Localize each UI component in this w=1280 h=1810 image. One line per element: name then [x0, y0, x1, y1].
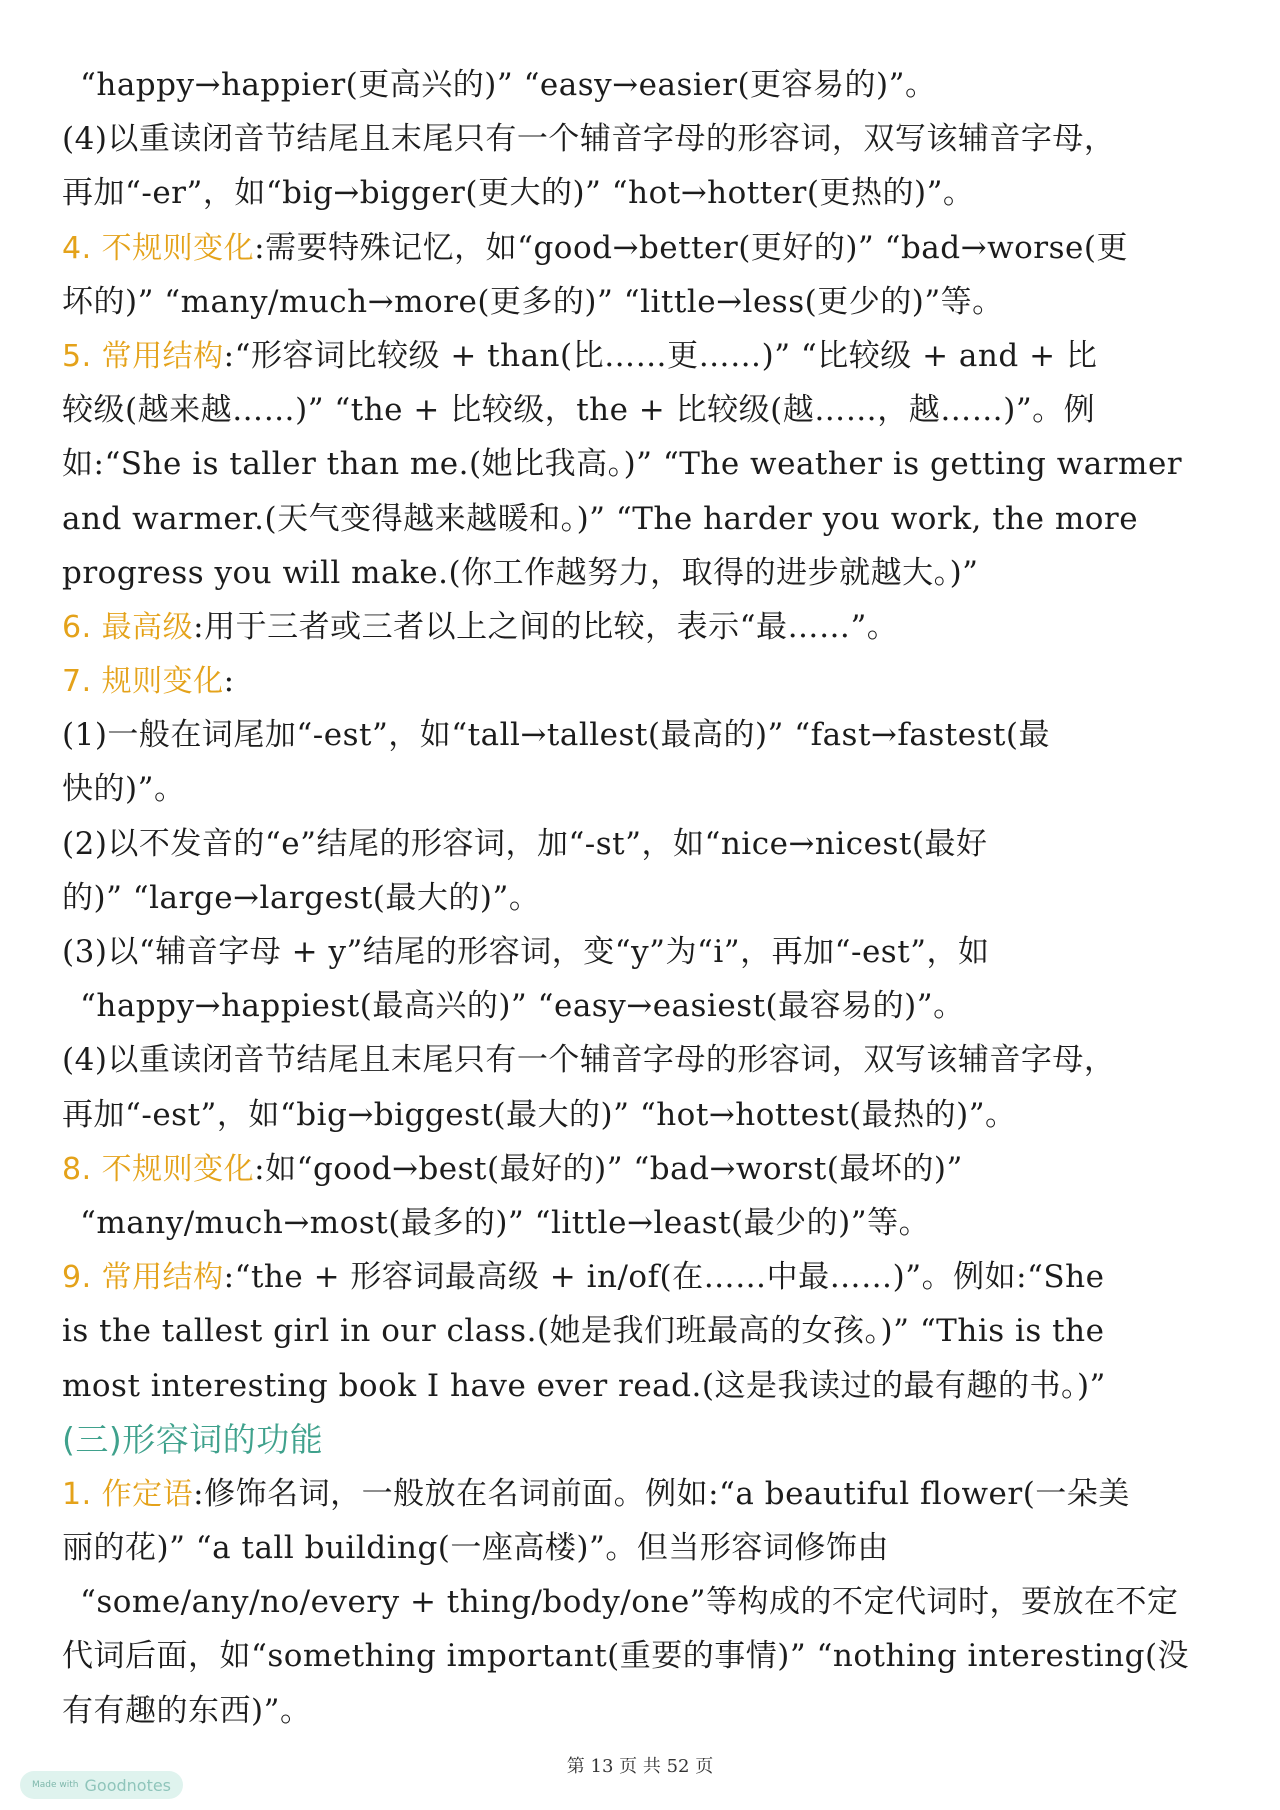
line-text: :“the + 形容词最高级 + in/of(在……中最……)”。例如:“She	[223, 1259, 1105, 1296]
text-line	[62, 1684, 1230, 1738]
text-line	[62, 383, 1230, 437]
text-line	[62, 600, 1230, 654]
text-line	[62, 112, 1230, 166]
line-text: “happy→happier(更高兴的)” “easy→easier(更容易的)”。	[80, 67, 937, 103]
text-line	[62, 492, 1230, 546]
line-text: (4)以重读闭音节结尾且末尾只有一个辅音字母的形容词，双写该辅音字母，	[62, 1042, 1116, 1079]
line-text: 代词后面，如“something important(重要的事情)” “nothing interesting(没	[62, 1638, 1190, 1675]
text-line	[62, 546, 1230, 600]
section-heading: (三)形容词的功能	[62, 1419, 324, 1459]
line-text: and warmer.(天气变得越来越暖和。)” “The harder you work, the more	[62, 500, 1139, 537]
numbered-label: 8. 不规则变化	[62, 1151, 255, 1187]
text-line	[62, 979, 1230, 1033]
text-line	[62, 58, 1230, 112]
line-text: 再加“-er”，如“big→bigger(更大的)” “hot→hotter(更热的)”。	[62, 175, 975, 212]
line-text: 快的)”。	[62, 771, 186, 808]
text-line	[62, 275, 1230, 329]
numbered-label: 6. 最高级	[62, 609, 194, 645]
document-body	[62, 58, 1230, 1738]
text-line	[62, 1521, 1230, 1575]
line-text: :需要特殊记忆，如“good→better(更好的)” “bad→worse(更	[254, 229, 1128, 266]
badge-brand: Goodnotes	[84, 1775, 172, 1795]
line-text: :用于三者或三者以上之间的比较，表示“最……”。	[193, 608, 899, 645]
text-line	[62, 221, 1230, 275]
line-text: 有有趣的东西)”。	[62, 1692, 312, 1729]
line-text: “many/much→most(最多的)” “little→least(最少的)”等。	[80, 1204, 931, 1241]
line-text: most interesting book I have ever read.(这是我读过的最有趣的书。)”	[62, 1367, 1106, 1404]
text-line	[62, 437, 1230, 491]
line-text: progress you will make.(你工作越努力，取得的进步就越大。)”	[62, 554, 979, 591]
goodnotes-badge	[20, 1771, 183, 1799]
text-line	[62, 1304, 1230, 1358]
text-line	[62, 1033, 1230, 1087]
line-text: 再加“-est”，如“big→biggest(最大的)” “hot→hottest(最热的)”。	[62, 1096, 1017, 1133]
text-line	[62, 1088, 1230, 1142]
text-line	[62, 817, 1230, 871]
text-line	[62, 1250, 1230, 1304]
line-text: (1)一般在词尾加“-est”，如“tall→tallest(最高的)” “fast→fastest(最	[62, 717, 1051, 754]
text-line	[62, 925, 1230, 979]
line-text: :如“good→best(最好的)” “bad→worst(最坏的)”	[254, 1150, 963, 1187]
text-line	[62, 871, 1230, 925]
numbered-label: 4. 不规则变化	[62, 230, 255, 266]
line-text: “happy→happiest(最高兴的)” “easy→easiest(最容易的)”。	[80, 988, 965, 1025]
line-text: (2)以不发音的“e”结尾的形容词，加“-st”，如“nice→nicest(最好	[62, 825, 988, 862]
text-line	[62, 762, 1230, 816]
page-number: 第 13 页 共 52 页	[566, 1756, 714, 1777]
line-text: :	[223, 663, 235, 700]
line-text: 较级(越来越……)” “the + 比较级，the + 比较级(越……，越……)”。例	[62, 392, 1096, 429]
text-line	[62, 1629, 1230, 1683]
text-line	[62, 1575, 1230, 1629]
text-line	[62, 1142, 1230, 1196]
line-text: :“形容词比较级 + than(比……更……)” “比较级 + and + 比	[223, 337, 1098, 374]
text-line	[62, 1467, 1230, 1521]
numbered-label: 1. 作定语	[62, 1476, 194, 1512]
text-line	[62, 329, 1230, 383]
line-text: 如:“She is taller than me.(她比我高。)” “The weather is getting warmer	[62, 446, 1183, 483]
line-text: is the tallest girl in our class.(她是我们班最高的女孩。)” “This is the	[62, 1313, 1105, 1350]
text-line	[62, 1413, 1230, 1467]
text-line	[62, 708, 1230, 762]
numbered-label: 5. 常用结构	[62, 338, 224, 374]
text-line	[62, 1359, 1230, 1413]
line-text: 丽的花)” “a tall building(一座高楼)”。但当形容词修饰由	[62, 1530, 889, 1567]
line-text: :修饰名词，一般放在名词前面。例如:“a beautiful flower(一朵美	[193, 1475, 1130, 1512]
line-text: (3)以“辅音字母 + y”结尾的形容词，变“y”为“i”，再加“-est”，如	[62, 934, 990, 970]
text-line	[62, 166, 1230, 220]
line-text: “some/any/no/every + thing/body/one”等构成的不定代词时，要放在不定	[80, 1584, 1179, 1621]
text-line	[62, 1196, 1230, 1250]
line-text: 的)” “large→largest(最大的)”。	[62, 879, 541, 916]
line-text: 坏的)” “many/much→more(更多的)” “little→less(更少的)”等。	[62, 283, 1004, 320]
line-text: (4)以重读闭音节结尾且末尾只有一个辅音字母的形容词，双写该辅音字母，	[62, 121, 1116, 158]
badge-made-with: Made with	[32, 1780, 79, 1790]
numbered-label: 9. 常用结构	[62, 1260, 224, 1296]
text-line	[62, 654, 1230, 708]
numbered-label: 7. 规则变化	[62, 664, 224, 700]
